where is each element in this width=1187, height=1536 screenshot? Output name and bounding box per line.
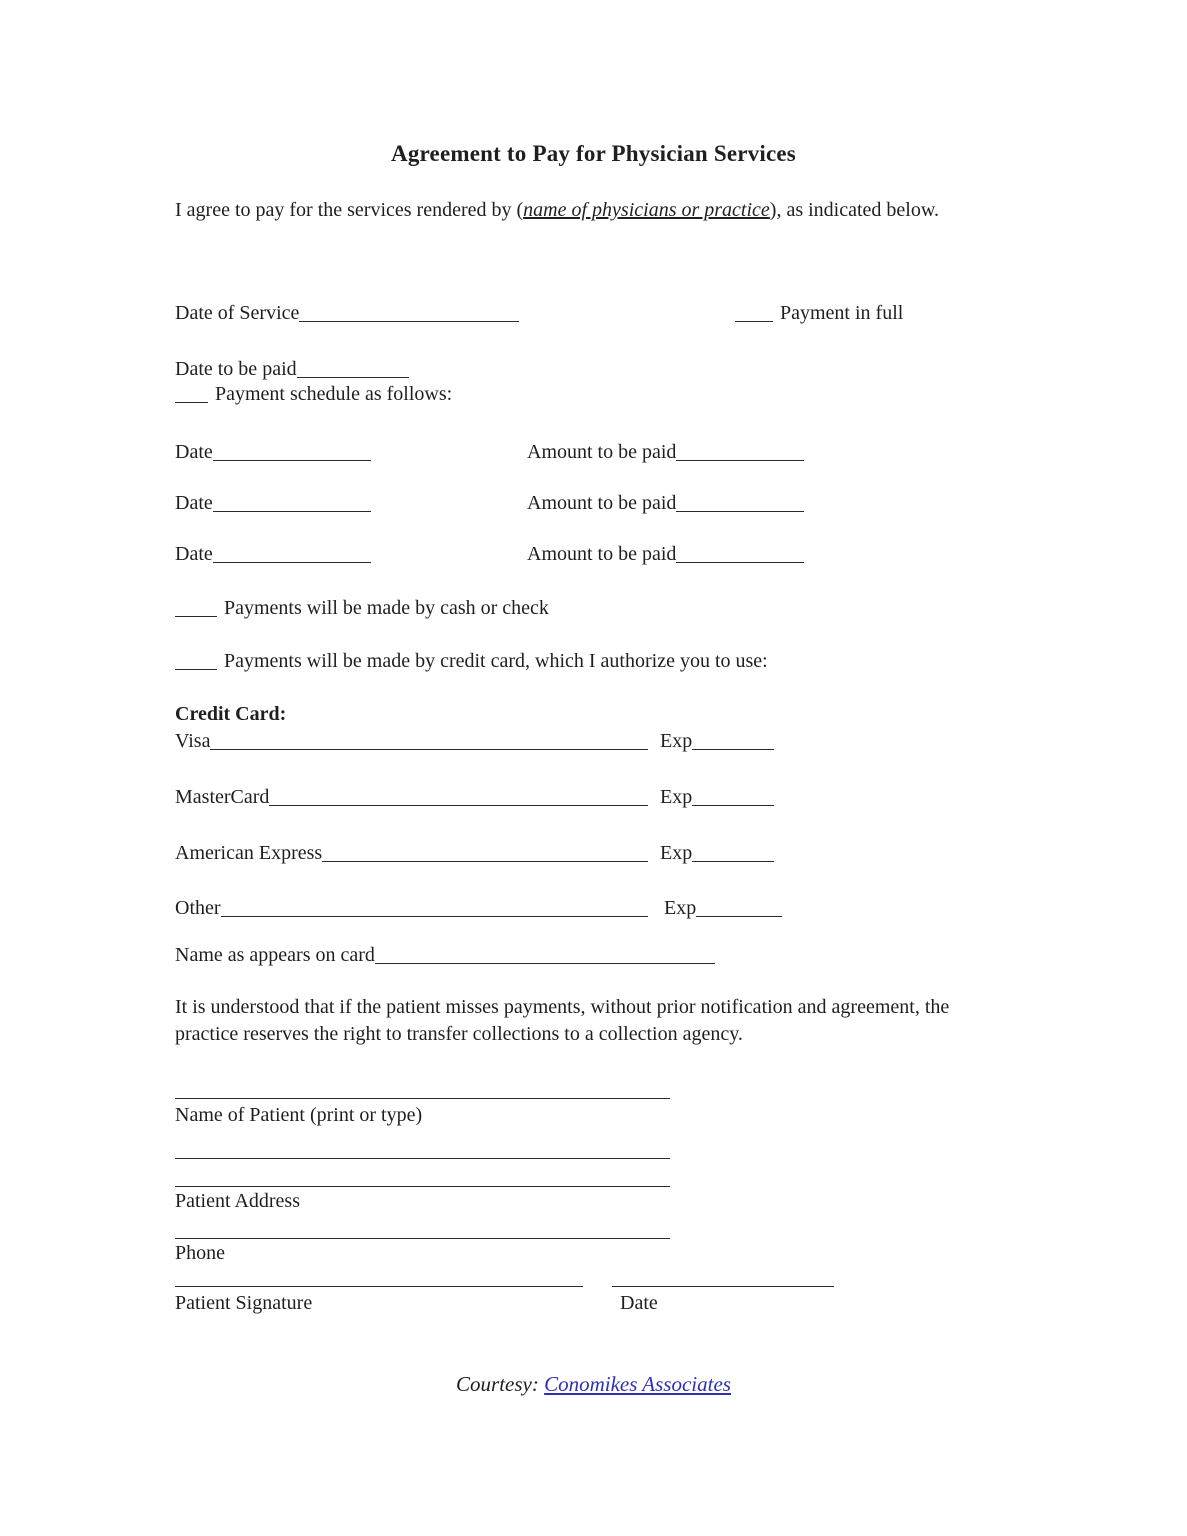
other-card-label: Other (175, 897, 221, 919)
patient-signature-line (175, 1286, 583, 1287)
credit-card-heading: Credit Card: (175, 703, 287, 725)
other-card-number-blank (221, 899, 648, 917)
credit-card-auth-row (175, 649, 768, 673)
credit-card-auth-label: Payments will be made by credit card, which I authorize you to use: (224, 650, 768, 672)
date-to-be-paid-row (175, 357, 409, 381)
name-on-card-label: Name as appears on card (175, 944, 375, 966)
intro-placeholder-text: name of physicians or practice (523, 199, 770, 221)
payment-schedule-label: Payment schedule as follows: (215, 383, 453, 405)
date-of-service-row (175, 301, 1015, 325)
date-to-be-paid-label: Date to be paid (175, 358, 297, 380)
amex-exp-blank (692, 844, 774, 862)
intro-text-after: ), as indicated below. (769, 199, 939, 221)
schedule-amount-blank (676, 494, 804, 512)
phone-line (175, 1238, 670, 1239)
cash-or-check-row (175, 596, 549, 620)
schedule-date-label: Date (175, 492, 213, 514)
credit-card-row-amex (175, 841, 774, 865)
schedule-amount-label: Amount to be paid (527, 543, 677, 565)
payment-in-full-check-blank (735, 304, 773, 322)
payment-schedule-check-blank (175, 385, 208, 403)
amex-label: American Express (175, 842, 323, 864)
mastercard-label: MasterCard (175, 786, 270, 808)
schedule-row (175, 542, 804, 566)
date-of-service-blank (299, 304, 519, 322)
credit-card-auth-check-blank (175, 652, 217, 670)
payment-in-full-label: Payment in full (780, 302, 904, 324)
collection-notice: It is understood that if the patient misses payments, without prior notification and agreement, the practice reserves the right to transfer collections to a collection agency. (175, 996, 950, 1045)
amex-number-blank (322, 844, 648, 862)
signature-date-line (612, 1286, 834, 1287)
conomikes-associates-link[interactable]: Conomikes Associates (544, 1372, 731, 1396)
cash-or-check-check-blank (175, 599, 217, 617)
other-exp-blank (696, 899, 782, 917)
visa-number-blank (210, 732, 648, 750)
schedule-date-label: Date (175, 543, 213, 565)
visa-label: Visa (175, 730, 211, 752)
visa-exp-label: Exp (660, 730, 693, 752)
date-of-service-label: Date of Service (175, 302, 300, 324)
amex-exp-label: Exp (660, 842, 693, 864)
schedule-date-blank (213, 494, 371, 512)
name-of-patient-label: Name of Patient (print or type) (175, 1104, 423, 1126)
patient-address-line (175, 1186, 670, 1187)
credit-card-row-other (175, 896, 782, 920)
footer (0, 1372, 1187, 1397)
credit-card-row-visa (175, 729, 774, 753)
page-title: Agreement to Pay for Physician Services (391, 141, 796, 166)
name-on-card-row (175, 943, 715, 967)
schedule-amount-blank (676, 545, 804, 563)
cash-or-check-label: Payments will be made by cash or check (224, 597, 549, 619)
courtesy-label: Courtesy: (456, 1372, 539, 1396)
mastercard-number-blank (269, 788, 648, 806)
other-exp-label: Exp (664, 897, 697, 919)
schedule-row (175, 491, 804, 515)
schedule-date-label: Date (175, 441, 213, 463)
schedule-row (175, 440, 804, 464)
payment-schedule-row (175, 382, 452, 406)
schedule-amount-blank (676, 443, 804, 461)
intro-paragraph (175, 197, 1015, 224)
patient-signature-label: Patient Signature (175, 1292, 313, 1314)
schedule-amount-label: Amount to be paid (527, 492, 677, 514)
credit-card-row-mastercard (175, 785, 774, 809)
visa-exp-blank (692, 732, 774, 750)
name-of-patient-line-2 (175, 1158, 670, 1159)
patient-address-label: Patient Address (175, 1190, 300, 1212)
mastercard-exp-blank (692, 788, 774, 806)
signature-date-label: Date (620, 1292, 658, 1314)
schedule-date-blank (213, 545, 371, 563)
payment-in-full-option (735, 301, 903, 325)
schedule-date-blank (213, 443, 371, 461)
schedule-amount-label: Amount to be paid (527, 441, 677, 463)
phone-label: Phone (175, 1242, 225, 1264)
name-on-card-blank (375, 946, 715, 964)
date-to-be-paid-blank (297, 360, 409, 378)
name-of-patient-line (175, 1098, 670, 1099)
intro-text-before: I agree to pay for the services rendered by ( (175, 199, 524, 221)
mastercard-exp-label: Exp (660, 786, 693, 808)
